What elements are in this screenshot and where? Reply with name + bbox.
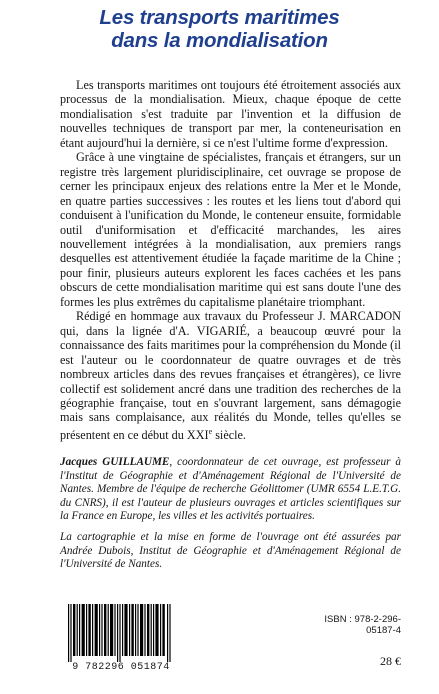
barcode-number: 9 782296 051874 [72, 662, 170, 673]
summary-paragraph-1: Les transports maritimes ont toujours été étroitement associés aux processus de la mondialisation. Mieux, chaque époque de cette mondialisation s'est traduite par l'invention et la diffusion de nouvelles techniques de transport par mer, la conteneurisation en étant aujourd'hui la dernière, si ce n'est l'ultime forme d'expression. [60, 78, 401, 150]
book-title [0, 6, 439, 52]
summary-text [60, 78, 401, 442]
barcode [58, 602, 184, 684]
barcode-bars [66, 604, 176, 662]
credits-note [60, 531, 401, 572]
summary-paragraph-3-end: siècle. [212, 427, 246, 442]
summary-paragraph-3-text: Rédigé en hommage aux travaux du Professeur J. MARCADON qui, dans la lignée d'A. VIGARIÉ, a beaucoup œuvré pour la connaissance des faits maritimes pour la compréhension du Monde (il est l'auteur ou le coordonnateur de quatre ouvrages et de très nombreux articles dans des revues françaises et étrangères), ce livre collectif est solidement ancré dans une tradition des recherches de la géographie française, tout en s'ouvrant largement, sans démagogie mais sans complaisance, aux réalités du Monde, telles qu'elles se présentent en ce début du XXI [60, 309, 401, 442]
author-name: Jacques GUILLAUME [60, 456, 170, 468]
title-line-2: dans la mondialisation [111, 29, 328, 52]
summary-paragraph-3 [60, 309, 401, 442]
summary-paragraph-2: Grâce à une vingtaine de spécialistes, français et étrangers, sur un registre très largement pluridisciplinaire, cet ouvrage se propose de cerner les principaux enjeux des relations entre la Mer et le Monde, en quatre parties successives : les routes et les liens tout d'abord qui conduisent à l'unification du Monde, le conteneur ensuite, formidable outil d'uniformisation et d'efficacité marchandes, les aires nouvellement intégrées à la mondialisation, aux premiers rangs desquelles est attentivement étudiée la façade maritime de la Chine ; pour finir, plusieurs auteurs explorent les faces cachées et les pans obscurs de cette mondialisation maritime qui est sans doute l'une des formes les plus extrêmes du capitalisme planétaire triomphant. [60, 150, 401, 309]
century-superscript: e [208, 426, 213, 436]
credits-text: La cartographie et la mise en forme de l'ouvrage ont été assurées par Andrée Dubois, Institut de Géographie et d'Aménagement Régional de l'Université de Nantes. [60, 531, 401, 571]
author-bio [60, 456, 401, 524]
isbn-label: ISBN : 978-2-296-05187-4 [324, 614, 401, 636]
price-label: 28 € [380, 654, 401, 668]
author-description: , coordonnateur de cet ouvrage, est professeur à l'Institut de Géographie et d'Aménagement Régional de l'Université de Nantes. Membre de l'équipe de recherche Géolittomer (UMR 6554 L.E.T.G. du CNRS), il est l'auteur de plusieurs ouvrages et articles scientifiques sur la France en Europe, les villes et les activités portuaires. [60, 456, 402, 523]
title-line-1: Les transports maritimes [99, 6, 340, 29]
